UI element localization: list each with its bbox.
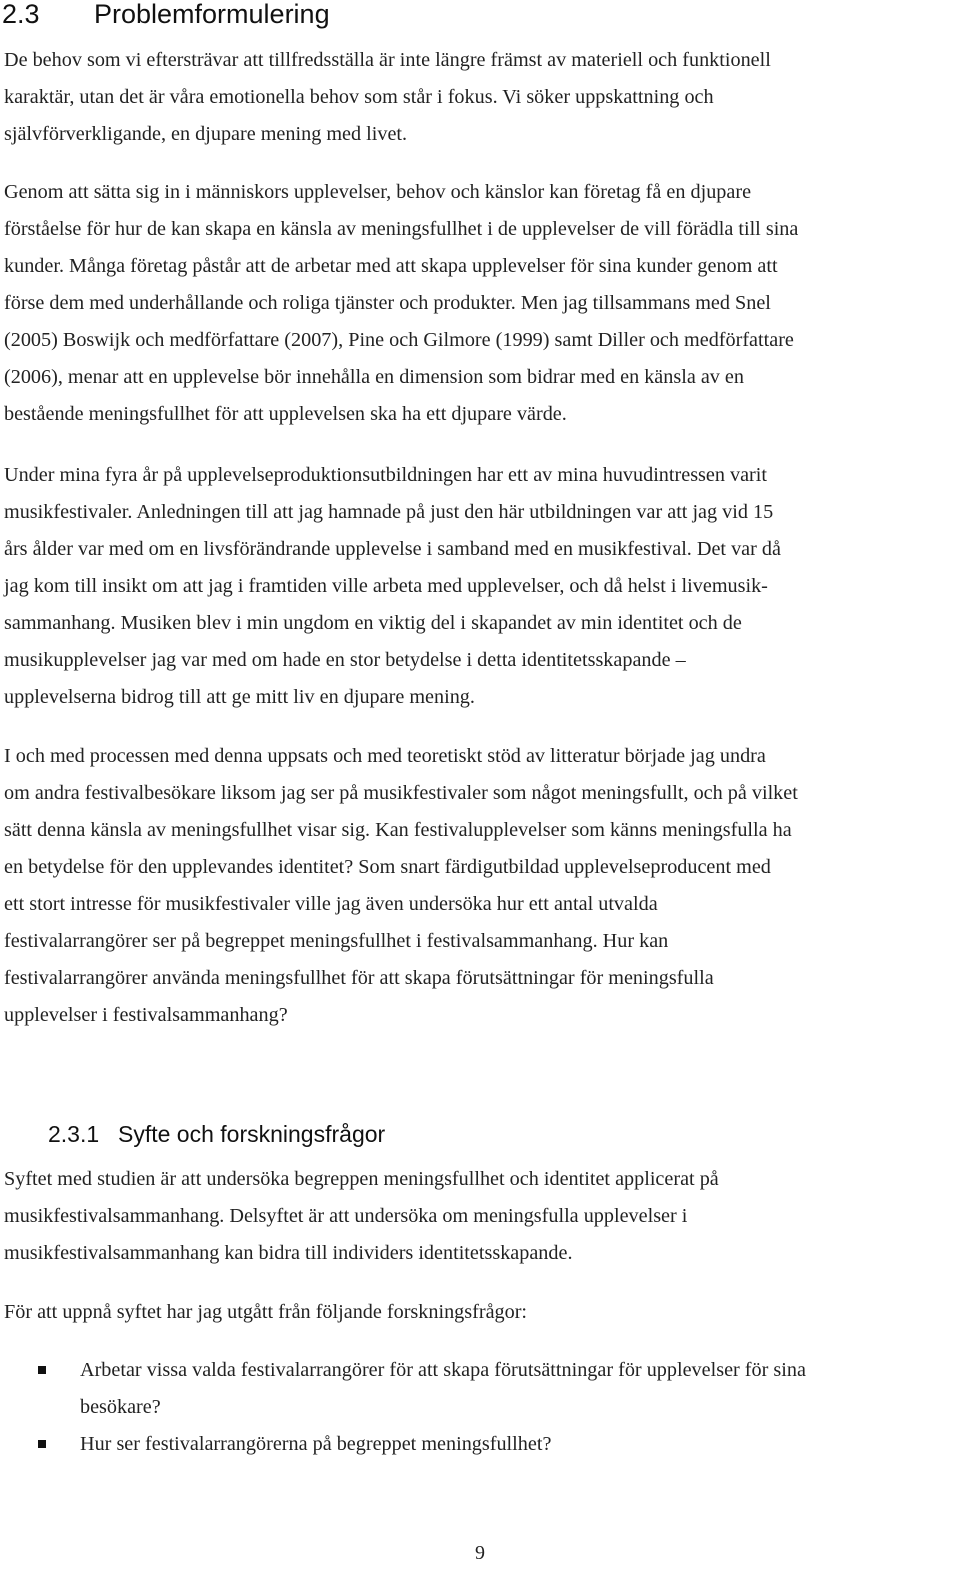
subsection-title: Syfte och forskningsfrågor (118, 1121, 386, 1147)
paragraph-line: sammanhang. Musiken blev i min ungdom en viktig del i skapandet av min identitet och de (4, 612, 742, 634)
list-item-line: Hur ser festivalarrangörerna på begreppet meningsfullhet? (80, 1433, 552, 1455)
list-item-line: Arbetar vissa valda festivalarrangörer för att skapa förutsättningar för upplevelser för sina (80, 1359, 806, 1381)
paragraph-line: musikfestivalsammanhang. Delsyftet är att undersöka om meningsfulla upplevelser i (4, 1205, 688, 1227)
paragraph-question (4, 738, 958, 1034)
paragraph-experiences (4, 174, 958, 433)
section-heading (2, 0, 330, 34)
list-item (0, 1352, 960, 1426)
paragraph-line: De behov som vi eftersträvar att tillfredsställa är inte längre främst av materiell och funktionell (4, 49, 771, 71)
research-question-list (0, 1352, 960, 1463)
section-title: Problemformulering (94, 0, 330, 29)
paragraph-purpose (4, 1161, 958, 1272)
paragraph-line: en betydelse för den upplevandes identitet? Som snart färdigutbildad upplevelseproducent med (4, 856, 771, 878)
list-item (0, 1426, 960, 1463)
paragraph-line: kunder. Många företag påstår att de arbetar med att skapa upplevelser för sina kunder genom att (4, 255, 778, 277)
paragraph-questions-intro (4, 1294, 958, 1331)
paragraph-line: års ålder var med om en livsförändrande upplevelse i samband med en musikfestival. Det var då (4, 538, 781, 560)
paragraph-line: festivalarrangörer använda meningsfullhet för att skapa förutsättningar för meningsfulla (4, 967, 714, 989)
paragraph-line: ett stort intresse för musikfestivaler ville jag även undersöka hur ett antal utvalda (4, 893, 658, 915)
paragraph-line: I och med processen med denna uppsats och med teoretiskt stöd av litteratur började jag undra (4, 745, 766, 767)
paragraph-line: om andra festivalbesökare liksom jag ser på musikfestivaler som något meningsfullt, och på vilket (4, 782, 798, 804)
paragraph-background (4, 457, 958, 716)
paragraph-line: festivalarrangörer ser på begreppet meningsfullhet i festivalsammanhang. Hur kan (4, 930, 669, 952)
paragraph-line: (2005) Boswijk och medförfattare (2007), Pine och Gilmore (1999) samt Diller och medförfattare (4, 329, 794, 351)
paragraph-line: Syftet med studien är att undersöka begreppen meningsfullhet och identitet applicerat på (4, 1168, 719, 1190)
paragraph-line: musikfestivaler. Anledningen till att jag hamnade på just den här utbildningen var att jag vid 15 (4, 501, 774, 523)
paragraph-line: sätt denna känsla av meningsfullhet visar sig. Kan festivalupplevelser som känns meningsfulla ha (4, 819, 792, 841)
paragraph-line: bestående meningsfullhet för att upplevelsen ska ha ett djupare värde. (4, 403, 567, 425)
paragraph-line: (2006), menar att en upplevelse bör innehålla en dimension som bidrar med en känsla av en (4, 366, 744, 388)
section-number: 2.3 (2, 0, 40, 29)
subsection-number: 2.3.1 (48, 1121, 100, 1147)
paragraph-line: förse dem med underhållande och roliga tjänster och produkter. Men jag tillsammans med Snel (4, 292, 771, 314)
paragraph-line: För att uppnå syftet har jag utgått från följande forskningsfrågor: (4, 1301, 528, 1323)
paragraph-intro (4, 42, 958, 153)
page-number: 9 (475, 1542, 485, 1564)
square-bullet-icon (38, 1440, 46, 1448)
square-bullet-icon (38, 1366, 46, 1374)
paragraph-line: upplevelser i festivalsammanhang? (4, 1004, 288, 1026)
paragraph-line: Under mina fyra år på upplevelseproduktionsutbildningen har ett av mina huvudintressen varit (4, 464, 767, 486)
paragraph-line: karaktär, utan det är våra emotionella behov som står i fokus. Vi söker uppskattning och (4, 86, 714, 108)
paragraph-line: upplevelserna bidrog till att ge mitt liv en djupare mening. (4, 686, 475, 708)
paragraph-line: musikfestivalsammanhang kan bidra till individers identitetsskapande. (4, 1242, 573, 1264)
list-item-line: besökare? (80, 1396, 161, 1418)
paragraph-line: jag kom till insikt om att jag i framtiden ville arbeta med upplevelser, och då helst i livemusik- (4, 575, 768, 597)
paragraph-line: förståelse för hur de kan skapa en känsla av meningsfullhet i de upplevelser de vill förädla till sina (4, 218, 799, 240)
subsection-heading (48, 1116, 385, 1152)
paragraph-line: musikupplevelser jag var med om hade en stor betydelse i detta identitetsskapande – (4, 649, 686, 671)
paragraph-line: självförverkligande, en djupare mening med livet. (4, 123, 408, 145)
paragraph-line: Genom att sätta sig in i människors upplevelser, behov och känslor kan företag få en djupare (4, 181, 752, 203)
